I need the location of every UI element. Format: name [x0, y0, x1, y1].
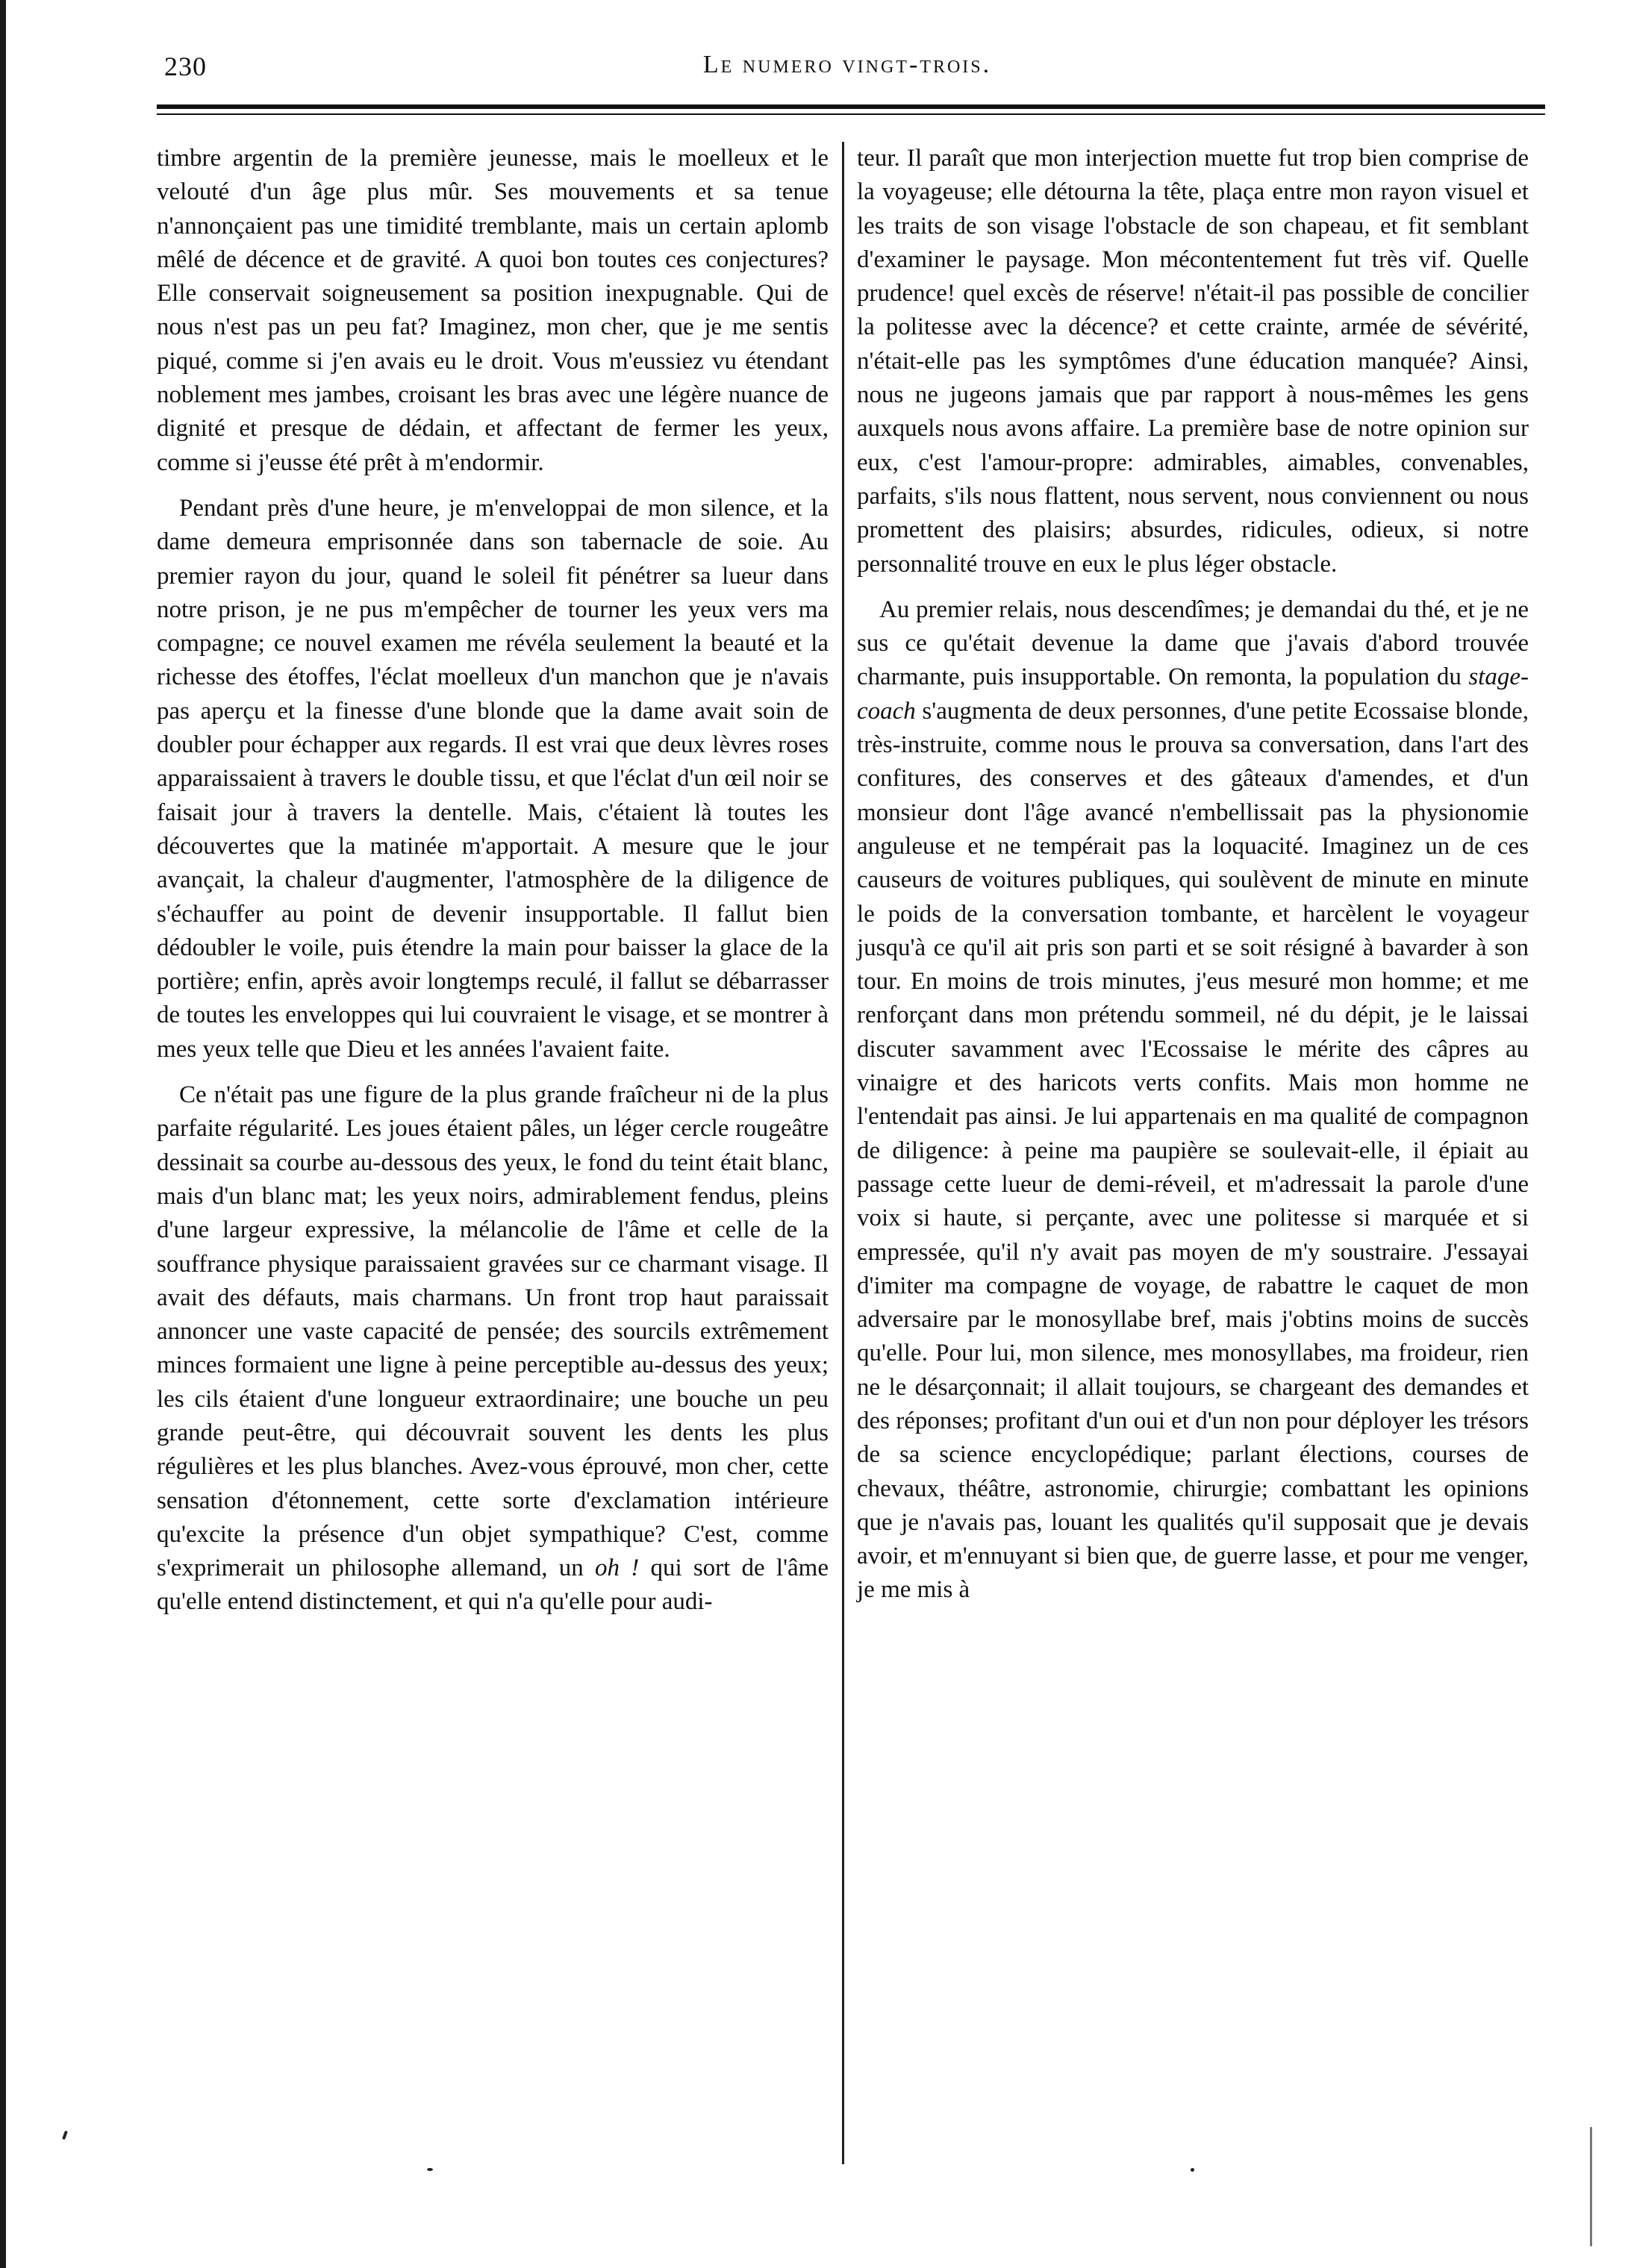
right-paragraph-2-start: Au premier relais, nous descendîmes; je demandai du thé, et je ne sus ce qu'était devenue la dame que j'avais d'abord trouvée charmante, puis insupportable. On remonta, la population du	[857, 596, 1529, 691]
left-paragraph-1: timbre argentin de la première jeunesse, mais le moelleux et le velouté d'un âge plus mûr. Ses mouvements et sa tenue n'annonçaient pas une timidité tremblante, mais un certain aplomb mêlé de décence et de gravité. A quoi bon toutes ces conjectures? Elle conservait soigneusement sa position inexpugnable. Qui de nous n'est pas un peu fat? Imaginez, mon cher, que je me sentis piqué, comme si j'en avais eu le droit. Vous m'eussiez vu étendant noblement mes jambes, croisant les bras avec une légère nuance de dignité et presque de dédain, et affectant de fermer les yeux, comme si j'eusse été prêt à m'endormir.	[157, 145, 829, 476]
page-edge-shadow	[0, 0, 6, 2268]
running-header	[149, 45, 1545, 90]
ink-speck	[427, 2168, 433, 2171]
interjection-oh: oh !	[595, 1555, 640, 1582]
left-column	[157, 142, 829, 1631]
left-paragraph-3-end: qui sort de l'âme qu'elle entend distinctement, et qui n'a qu'elle pour audi-	[157, 1555, 829, 1616]
running-title: Le numero vingt-trois.	[702, 51, 992, 78]
left-paragraph-2: Pendant près d'une heure, je m'enveloppai de mon silence, et la dame demeura emprisonnée dans son tabernacle de soie. Au premier rayon du jour, quand le soleil fit pénétrer sa lueur dans notre prison, je ne pus m'empêcher de tourner les yeux vers ma compagne; ce nouvel examen me révéla seulement la beauté et la richesse des étoffes, l'éclat moelleux d'un manchon que je n'avais pas aperçu et la finesse d'une blonde que la dame avait soin de doubler pour échapper aux regards. Il est vrai que deux lèvres roses apparaissaient à travers le double tissu, et que l'éclat d'un œil noir se faisait jour à travers la dentelle. Mais, c'étaient là toutes les découvertes que la matinée m'apportait. A mesure que le jour avançait, la chaleur d'augmenter, l'atmosphère de la diligence de s'échauffer au point de devenir insupportable. Il fallut bien dédoubler le voile, puis étendre la main pour baisser la glace de la portière; enfin, après avoir longtemps reculé, il fallut se débarrasser de toutes les enveloppes qui lui couvraient le visage, et se montrer à mes yeux telle que Dieu et les années l'avaient faite.	[157, 494, 829, 1063]
left-paragraph-3	[157, 1078, 829, 1619]
right-column	[857, 142, 1529, 1619]
stage-coach-term: stage-coach	[857, 663, 1529, 725]
ink-speck	[1191, 2168, 1194, 2172]
column-divider	[842, 142, 844, 2164]
right-paragraph-1: teur. Il paraît que mon interjection muette fut trop bien comprise de la voyageuse; elle détourna la tête, plaça entre mon rayon visuel et les traits de son visage l'obstacle de son chapeau, et fit semblant d'examiner le paysage. Mon mécontentement fut très vif. Quelle prudence! quel excès de réserve! n'était-il pas possible de concilier la politesse avec la décence? et cette crainte, armée de sévérité, n'était-elle pas les symptômes d'une éducation manquée? Ainsi, nous ne jugeons jamais que par rapport à nous-mêmes les gens auxquels nous avons affaire. La première base de notre opinion sur eux, c'est l'amour-propre: admirables, aimables, convenables, parfaits, s'ils nous flattent, nous servent, nous conviennent ou nous promettent des plaisirs; absurdes, ridicules, odieux, si notre personnalité trouve en eux le plus léger obstacle.	[857, 145, 1529, 578]
right-paragraph-2	[857, 593, 1529, 1608]
page-number: 230	[164, 51, 207, 81]
ink-speck	[1590, 2127, 1592, 2246]
header-rule-thin	[157, 113, 1545, 115]
ink-speck	[62, 2131, 68, 2140]
left-paragraph-3-text: Ce n'était pas une figure de la plus grande fraîcheur ni de la plus parfaite régularité. Les joues étaient pâles, un léger cercle rougeâtre dessinait sa courbe au-dessous des yeux, le fond du teint était blanc, mais d'un blanc mat; les yeux noirs, admirablement fendus, pleins d'une largeur expressive, la mélancolie de l'âme et celle de la souffrance physique paraissaient gravées sur ce charmant visage. Il avait des défauts, mais charmans. Un front trop haut paraissait annoncer une vaste capacité de pensée; des sourcils extrêmement minces formaient une ligne à peine perceptible au-dessus des yeux; les cils étaient d'une longueur extraordinaire; une bouche un peu grande peut-être, qui découvrait souvent les dents les plus régulières et les plus blanches. Avez-vous éprouvé, mon cher, cette sensation d'étonnement, cette sorte d'exclamation intérieure qu'excite la présence d'un objet sympathique? C'est, comme s'exprimerait un philosophe allemand, un	[157, 1081, 829, 1582]
right-paragraph-2-rest: s'augmenta de deux personnes, d'une petite Ecossaise blonde, très-instruite, comme nous le prouva sa conversation, dans l'art des confitures, des conserves et des gâteaux d'amendes, et d'un monsieur dont l'âge avancé n'embellissait pas la physionomie anguleuse et ne tempérait pas la loquacité. Imaginez un de ces causeurs de voitures publiques, qui soulèvent de minute en minute le poids de la conversation tombante, et harcèlent le voyageur jusqu'à ce qu'il ait pris son parti et se soit résigné à bavarder à son tour. En moins de trois minutes, j'eus mesuré mon homme; et me renforçant dans mon prétendu sommeil, né du dépit, je le laissai discuter savamment avec l'Ecossaise le mérite des câpres au vinaigre et des haricots verts confits. Mais mon homme ne l'entendait pas ainsi. Je lui appartenais en ma qualité de compagnon de diligence: à peine ma paupière se soulevait-elle, il épiait au passage cette lueur de demi-réveil, et m'adressait la parole d'une voix si haute, si perçante, avec une politesse si marquée et si empressée, qu'il n'y avait pas moyen de m'y soustraire. J'essayai d'imiter ma compagne de voyage, de rabattre le caquet de mon adversaire par le monosyllabe bref, mais j'obtins moins de succès qu'elle. Pour lui, mon silence, mes monosyllabes, ma froideur, rien ne le désarçonnait; il allait toujours, se chargeant des demandes et des réponses; profitant d'un oui et d'un non pour déployer les trésors de sa science encyclopédique; parlant élections, courses de chevaux, théâtre, astronomie, chirurgie; combattant les opinions que je n'avais pas, louant les qualités qu'il supposait que je devais avoir, et m'ennuyant si bien que, de guerre lasse, et pour me venger, je me mis à	[857, 697, 1529, 1604]
header-rule-thick	[157, 104, 1545, 109]
